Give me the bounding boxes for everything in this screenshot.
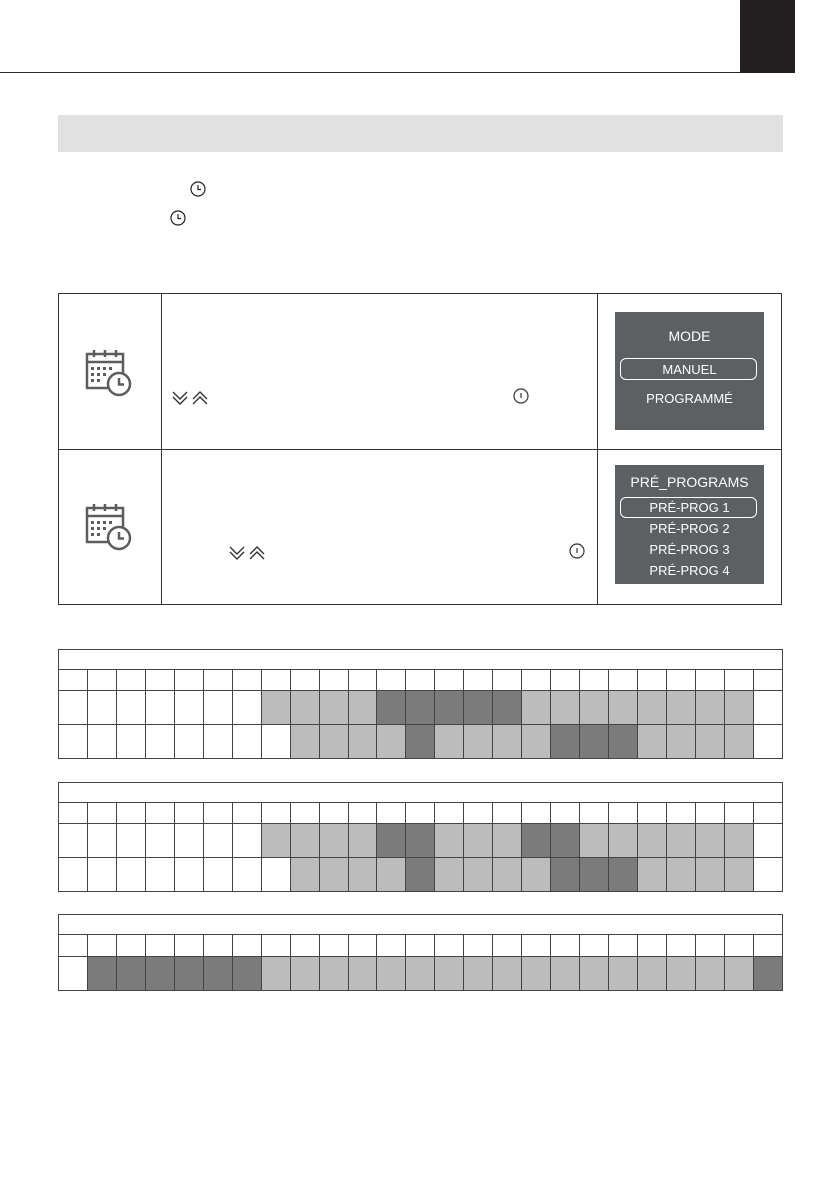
slot-eco	[493, 858, 522, 892]
schedule-row	[59, 858, 783, 892]
slot-eco	[638, 858, 667, 892]
slot-eco	[724, 957, 753, 991]
slot-comfort	[493, 691, 522, 725]
clock-icon	[190, 181, 206, 197]
slot-eco	[551, 691, 580, 725]
slot-comfort	[522, 824, 551, 858]
slot-eco	[464, 824, 493, 858]
slot-comfort	[174, 957, 203, 991]
hour-cell	[203, 670, 232, 691]
hour-cell	[522, 935, 551, 957]
schedule-table	[58, 782, 783, 892]
slot-comfort	[145, 957, 174, 991]
screen-cell	[597, 449, 782, 604]
hour-cell	[609, 670, 638, 691]
slot-eco	[348, 691, 377, 725]
row-label-cell	[59, 691, 88, 725]
hour-cell	[203, 935, 232, 957]
slot-off	[232, 858, 261, 892]
slot-off	[145, 691, 174, 725]
slot-off	[87, 824, 116, 858]
hour-cell	[174, 935, 203, 957]
slot-eco	[261, 824, 290, 858]
slot-comfort	[551, 858, 580, 892]
schedule-row	[59, 824, 783, 858]
slot-eco	[580, 824, 609, 858]
slot-off	[753, 691, 782, 725]
slot-eco	[435, 957, 464, 991]
hour-cell	[116, 670, 145, 691]
slot-off	[203, 725, 232, 759]
presets-display-title: PRÉ_PROGRAMS	[630, 474, 749, 490]
hour-cell	[464, 935, 493, 957]
slot-off	[753, 824, 782, 858]
schedule-row	[59, 691, 783, 725]
slot-eco	[667, 725, 696, 759]
hour-cell	[667, 670, 696, 691]
slot-eco	[638, 725, 667, 759]
hour-cell	[695, 935, 724, 957]
slot-eco	[290, 957, 319, 991]
slot-comfort	[232, 957, 261, 991]
slot-off	[174, 691, 203, 725]
hour-cell	[406, 670, 435, 691]
hour-cell	[435, 935, 464, 957]
hour-cell	[232, 803, 261, 824]
hour-cell	[551, 935, 580, 957]
hour-cell	[406, 935, 435, 957]
instruction-row-presets	[59, 449, 781, 604]
slot-eco	[522, 691, 551, 725]
slot-comfort	[551, 725, 580, 759]
schedule-row	[59, 725, 783, 759]
mode-option: MANUEL	[662, 362, 717, 377]
row-label-cell	[59, 957, 88, 991]
slot-comfort	[435, 691, 464, 725]
hour-cell	[377, 935, 406, 957]
chevron-down-up-icon	[228, 544, 268, 560]
hour-cell	[580, 670, 609, 691]
hour-cell	[753, 935, 782, 957]
hour-cell	[87, 935, 116, 957]
slot-eco	[522, 725, 551, 759]
hour-cell	[464, 803, 493, 824]
slot-comfort	[406, 824, 435, 858]
presets-display	[615, 465, 764, 584]
slot-eco	[377, 725, 406, 759]
slot-eco	[319, 691, 348, 725]
slot-off	[87, 691, 116, 725]
schedule-title-row	[59, 783, 783, 803]
slot-eco	[435, 824, 464, 858]
hour-cell	[667, 803, 696, 824]
slot-off	[174, 858, 203, 892]
hour-cell	[290, 670, 319, 691]
hour-cell	[638, 803, 667, 824]
schedule-row	[59, 957, 783, 991]
hour-cell	[261, 935, 290, 957]
preset-option: PRÉ-PROG 3	[649, 542, 730, 557]
slot-eco	[493, 824, 522, 858]
slot-off	[203, 691, 232, 725]
slot-eco	[522, 957, 551, 991]
hour-cell	[145, 670, 174, 691]
instruction-table	[58, 293, 782, 605]
hour-cell	[753, 670, 782, 691]
slot-comfort	[406, 858, 435, 892]
slot-eco	[319, 725, 348, 759]
slot-eco	[319, 957, 348, 991]
hour-cell	[406, 803, 435, 824]
preset-option: PRÉ-PROG 1	[649, 500, 730, 515]
slot-eco	[609, 691, 638, 725]
hour-cell	[580, 935, 609, 957]
slot-eco	[724, 725, 753, 759]
slot-off	[203, 858, 232, 892]
hour-cell	[435, 670, 464, 691]
hour-cell	[609, 803, 638, 824]
hour-cell	[551, 670, 580, 691]
slot-comfort	[551, 824, 580, 858]
slot-eco	[667, 691, 696, 725]
icon-cell	[59, 294, 162, 449]
mode-display-title: MODE	[668, 328, 711, 344]
slot-eco	[290, 725, 319, 759]
hour-cell	[493, 670, 522, 691]
hour-cell	[203, 803, 232, 824]
hour-cell	[290, 803, 319, 824]
hour-cell	[261, 670, 290, 691]
hour-cell	[290, 935, 319, 957]
hour-cell	[145, 803, 174, 824]
slot-off	[203, 824, 232, 858]
icon-cell	[59, 449, 162, 604]
slot-eco	[290, 824, 319, 858]
slot-off	[753, 725, 782, 759]
preset-option: PRÉ-PROG 4	[649, 563, 730, 578]
slot-off	[116, 691, 145, 725]
hour-cell	[638, 935, 667, 957]
schedule-hour-row	[59, 803, 783, 824]
slot-eco	[724, 691, 753, 725]
hour-cell	[580, 803, 609, 824]
slot-off	[232, 824, 261, 858]
hour-cell	[724, 803, 753, 824]
instruction-row-mode	[59, 294, 781, 450]
row-label-cell	[59, 670, 88, 691]
slot-comfort	[609, 858, 638, 892]
slot-eco	[667, 858, 696, 892]
hour-cell	[522, 670, 551, 691]
slot-eco	[724, 858, 753, 892]
section-title-bar	[58, 115, 783, 152]
hour-cell	[695, 670, 724, 691]
row-label-cell	[59, 725, 88, 759]
slot-eco	[290, 691, 319, 725]
slot-eco	[290, 858, 319, 892]
hour-cell	[435, 803, 464, 824]
hour-cell	[348, 803, 377, 824]
hour-cell	[695, 803, 724, 824]
power-button-icon	[569, 543, 585, 559]
hour-cell	[348, 935, 377, 957]
schedule-table	[58, 649, 783, 759]
slot-comfort	[580, 725, 609, 759]
hour-cell	[87, 803, 116, 824]
slot-eco	[464, 725, 493, 759]
schedule-hour-row	[59, 935, 783, 957]
schedule-title-cell	[59, 915, 783, 935]
slot-eco	[493, 725, 522, 759]
slot-off	[87, 725, 116, 759]
slot-comfort	[203, 957, 232, 991]
screen-cell	[597, 294, 782, 449]
slot-off	[753, 858, 782, 892]
slot-eco	[377, 957, 406, 991]
slot-eco	[348, 858, 377, 892]
hour-cell	[116, 803, 145, 824]
slot-eco	[435, 725, 464, 759]
hour-cell	[609, 935, 638, 957]
chevron-down-up-icon	[171, 389, 211, 405]
slot-eco	[638, 957, 667, 991]
slot-off	[116, 858, 145, 892]
mode-display	[615, 312, 764, 430]
header-rule	[0, 72, 795, 73]
slot-eco	[522, 858, 551, 892]
slot-off	[261, 725, 290, 759]
slot-comfort	[609, 725, 638, 759]
slot-off	[116, 725, 145, 759]
slot-comfort	[464, 691, 493, 725]
slot-eco	[348, 824, 377, 858]
hour-cell	[232, 670, 261, 691]
slot-eco	[667, 957, 696, 991]
slot-off	[232, 725, 261, 759]
schedule-hour-row	[59, 670, 783, 691]
hour-cell	[261, 803, 290, 824]
calendar-clock-icon	[83, 501, 135, 553]
hour-cell	[87, 670, 116, 691]
slot-eco	[638, 691, 667, 725]
slot-off	[261, 858, 290, 892]
schedule-table	[58, 914, 783, 991]
hour-cell	[174, 803, 203, 824]
slot-off	[87, 858, 116, 892]
slot-eco	[695, 691, 724, 725]
hour-cell	[638, 670, 667, 691]
slot-eco	[551, 957, 580, 991]
hour-cell	[753, 803, 782, 824]
hour-cell	[348, 670, 377, 691]
slot-comfort	[406, 691, 435, 725]
slot-eco	[580, 691, 609, 725]
slot-eco	[319, 858, 348, 892]
slot-eco	[348, 957, 377, 991]
hour-cell	[319, 935, 348, 957]
schedule-title-cell	[59, 783, 783, 803]
slot-eco	[493, 957, 522, 991]
slot-comfort	[377, 691, 406, 725]
slot-comfort	[377, 824, 406, 858]
slot-comfort	[580, 858, 609, 892]
preset-option: PRÉ-PROG 2	[649, 521, 730, 536]
hour-cell	[724, 935, 753, 957]
hour-cell	[522, 803, 551, 824]
slot-eco	[580, 957, 609, 991]
hour-cell	[464, 670, 493, 691]
slot-eco	[667, 824, 696, 858]
slot-eco	[695, 858, 724, 892]
slot-eco	[464, 957, 493, 991]
slot-eco	[695, 957, 724, 991]
hour-cell	[145, 935, 174, 957]
mode-option: PROGRAMMÉ	[646, 391, 733, 406]
calendar-clock-icon	[83, 347, 135, 399]
chapter-tab	[740, 0, 795, 73]
slot-comfort	[116, 957, 145, 991]
hour-cell	[319, 670, 348, 691]
slot-eco	[406, 957, 435, 991]
hour-cell	[232, 935, 261, 957]
slot-comfort	[87, 957, 116, 991]
slot-eco	[261, 691, 290, 725]
slot-eco	[609, 957, 638, 991]
slot-comfort	[753, 957, 782, 991]
slot-off	[174, 725, 203, 759]
hour-cell	[493, 803, 522, 824]
slot-eco	[319, 824, 348, 858]
row-label-cell	[59, 803, 88, 824]
slot-eco	[261, 957, 290, 991]
slot-off	[145, 824, 174, 858]
slot-eco	[638, 824, 667, 858]
hour-cell	[319, 803, 348, 824]
clock-icon	[170, 210, 186, 226]
slot-off	[174, 824, 203, 858]
row-label-cell	[59, 824, 88, 858]
schedule-title-cell	[59, 650, 783, 670]
schedule-title-row	[59, 915, 783, 935]
slot-eco	[695, 725, 724, 759]
slot-eco	[609, 824, 638, 858]
slot-eco	[377, 858, 406, 892]
hour-cell	[116, 935, 145, 957]
row-label-cell	[59, 858, 88, 892]
slot-off	[145, 858, 174, 892]
slot-eco	[724, 824, 753, 858]
schedule-title-row	[59, 650, 783, 670]
hour-cell	[377, 803, 406, 824]
hour-cell	[724, 670, 753, 691]
power-button-icon	[513, 388, 529, 404]
slot-off	[145, 725, 174, 759]
hour-cell	[551, 803, 580, 824]
hour-cell	[174, 670, 203, 691]
slot-off	[232, 691, 261, 725]
hour-cell	[377, 670, 406, 691]
slot-eco	[695, 824, 724, 858]
row-label-cell	[59, 935, 88, 957]
slot-off	[116, 824, 145, 858]
slot-eco	[435, 858, 464, 892]
slot-eco	[464, 858, 493, 892]
slot-eco	[348, 725, 377, 759]
hour-cell	[493, 935, 522, 957]
slot-comfort	[406, 725, 435, 759]
hour-cell	[667, 935, 696, 957]
